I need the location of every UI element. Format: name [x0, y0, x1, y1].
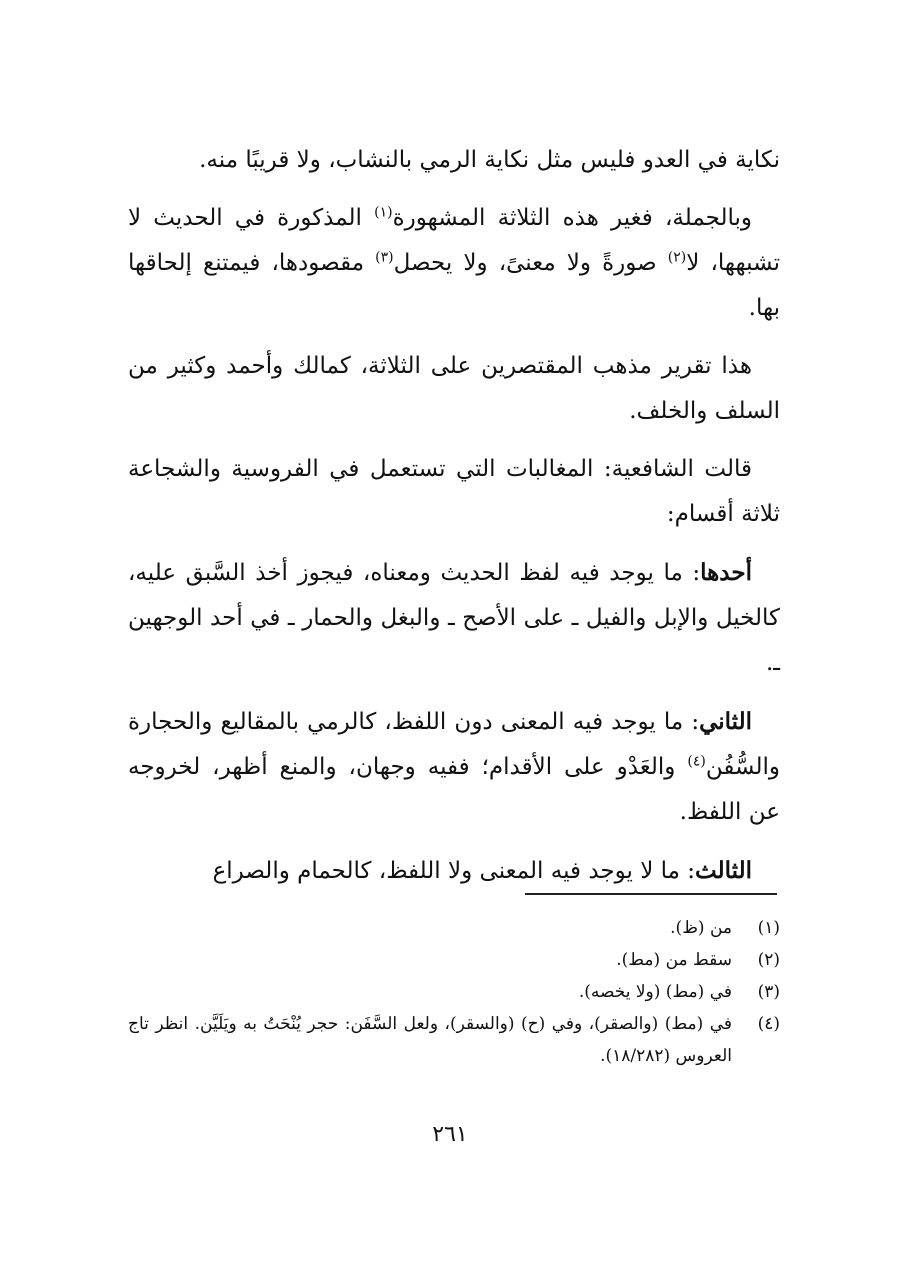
footnote-ref-3[interactable]: (٣) — [375, 249, 394, 266]
paragraph-6 — [128, 699, 780, 835]
paragraph-6-part-1: : ما يوجد فيه المعنى دون اللفظ، كالرمي بالمقاليع والحجارة والسُّفُن — [128, 709, 780, 780]
footnote-text: من (ظ). — [670, 918, 732, 938]
footnote-number: (٢) — [757, 950, 780, 970]
section-heading-first: أحدها — [700, 559, 752, 586]
paragraph-5 — [128, 550, 780, 686]
footnotes-section — [128, 912, 780, 1072]
footnote-text: في (مط) (ولا يخصه). — [578, 982, 732, 1002]
paragraph-6-part-2: والعَدْو على الأقدام؛ ففيه وجهان، والمنع أظهر، لخروجه عن اللفظ. — [128, 754, 780, 825]
footnote-number: (١) — [757, 918, 780, 938]
paragraph-2-part-1: وبالجملة، فغير هذه الثلاثة المشهورة — [392, 205, 752, 231]
footnote-number: (٤) — [757, 1014, 780, 1034]
paragraph-7-body: : ما لا يوجد فيه المعنى ولا اللفظ، كالحمام والصراع — [212, 858, 696, 884]
paragraph-5-body: : ما يوجد فيه لفظ الحديث ومعناه، فيجوز أخذ السَّبق عليه، كالخيل والإبل والفيل ـ على الأصح ـ والبغل والحمار ـ في أحد الوجهين ـ. — [128, 560, 780, 676]
footnote-4 — [128, 1008, 780, 1072]
footnote-text: سقط من (مط). — [616, 950, 732, 970]
footnote-3 — [128, 976, 780, 1008]
paragraph-4: قالت الشافعية: المغالبات التي تستعمل في الفروسية والشجاعة ثلاثة أقسام: — [128, 456, 780, 527]
footnote-number: (٣) — [757, 982, 780, 1002]
section-heading-second: الثاني — [699, 708, 752, 735]
paragraph-1: نكاية في العدو فليس مثل نكاية الرمي بالنشاب، ولا قريبًا منه. — [199, 147, 780, 173]
footnote-ref-2[interactable]: (٢) — [667, 249, 687, 266]
footnote-divider — [525, 893, 777, 895]
paragraph-2-part-2: المذكورة في الحديث لا تشبهها، لا — [128, 205, 780, 276]
paragraph-2-part-3: صورةً ولا معنىً، ولا يحصل — [393, 250, 668, 276]
main-text — [128, 138, 780, 907]
page-number: ٢٦١ — [432, 1122, 468, 1147]
footnote-2 — [128, 944, 780, 976]
paragraph-7 — [128, 848, 780, 894]
paragraph-3: هذا تقرير مذهب المقتصرين على الثلاثة، كمالك وأحمد وكثير من السلف والخلف. — [128, 353, 780, 424]
footnote-ref-4[interactable]: (٤) — [687, 753, 706, 770]
footnote-1 — [128, 912, 780, 944]
paragraph-2-part-4: مقصودها، فيمتنع إلحاقها بها. — [128, 250, 780, 321]
footnote-text: في (مط) (والصقر)، وفي (ح) (والسقر)، ولعل السَّفَن: حجر يُنْحَتُ به ويَلَيَّن. انظر تاج العروس (١٨/٢٨٢). — [128, 1014, 732, 1066]
footnote-ref-1[interactable]: (١) — [374, 204, 393, 221]
section-heading-third: الثالث — [695, 857, 752, 884]
paragraph-2 — [128, 196, 780, 331]
